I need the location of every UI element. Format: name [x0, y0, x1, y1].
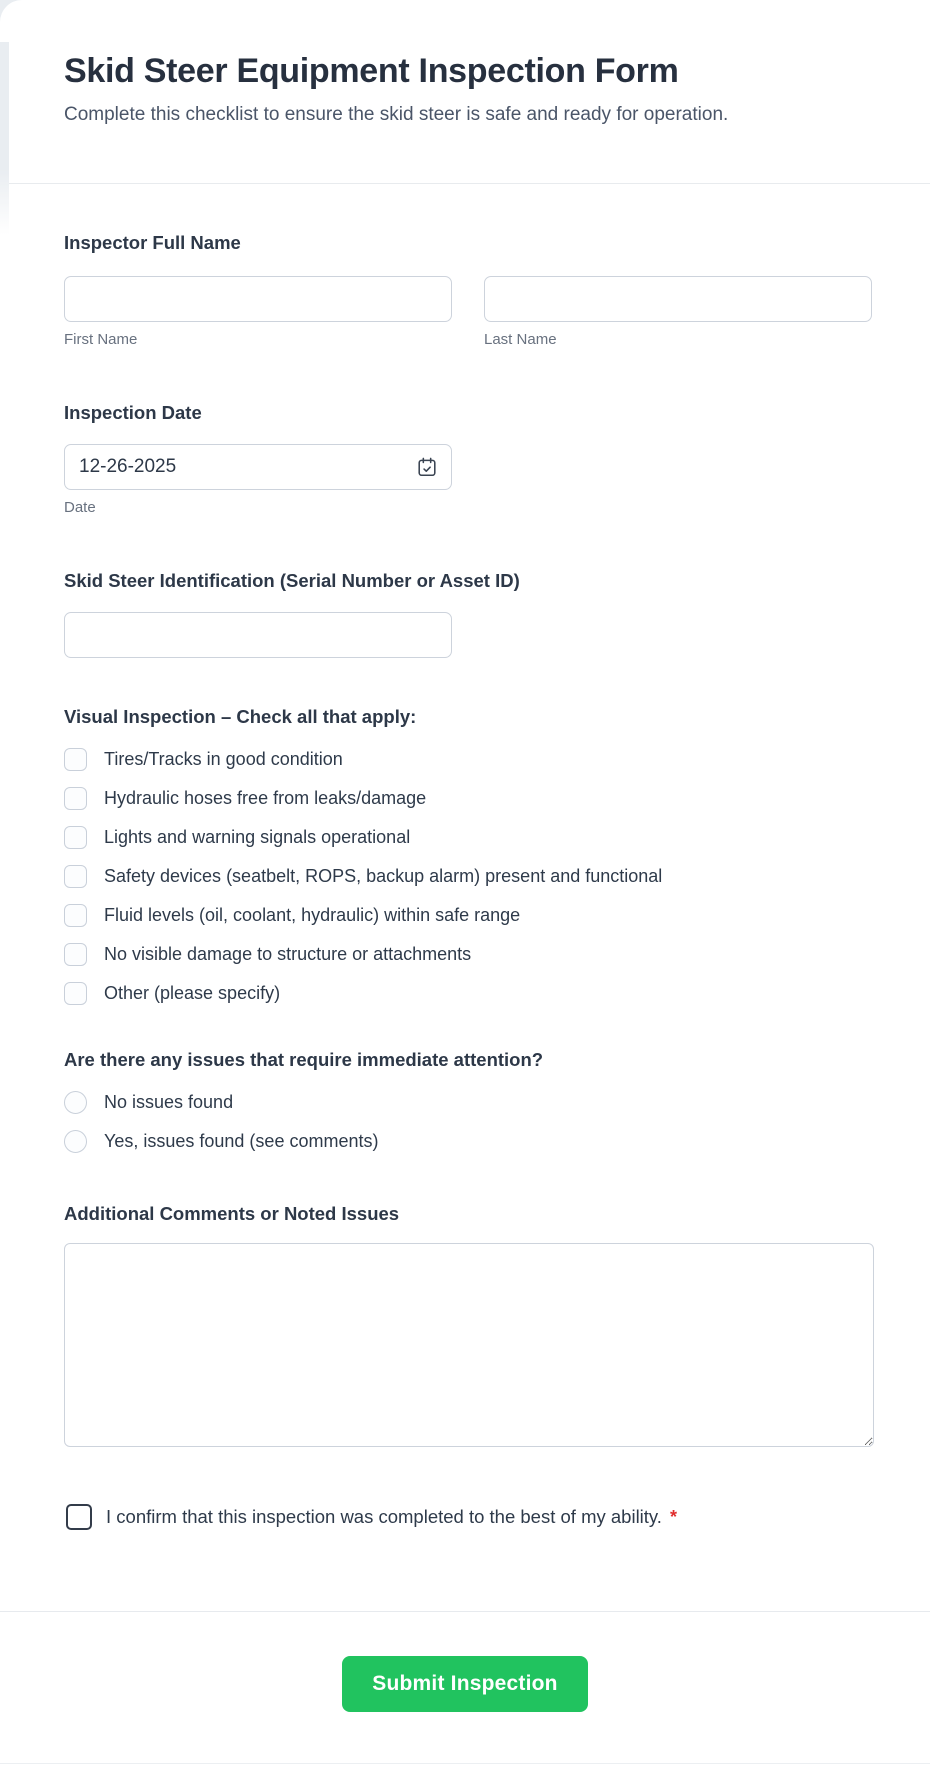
date-sublabel: Date: [64, 499, 96, 516]
radio-label: Yes, issues found (see comments): [104, 1130, 379, 1151]
confirmation-checkbox[interactable]: [66, 1504, 92, 1530]
form-body: [0, 232, 930, 1530]
first-name-input[interactable]: [64, 276, 452, 322]
checkbox-option[interactable]: [64, 786, 874, 810]
submit-button[interactable]: Submit Inspection: [342, 1656, 587, 1712]
confirmation-field[interactable]: [64, 1504, 874, 1530]
radio[interactable]: [64, 1091, 87, 1114]
visual-inspection-field: [64, 706, 874, 1005]
visual-inspection-label: Visual Inspection – Check all that apply:: [64, 706, 417, 727]
checkbox-option[interactable]: [64, 981, 874, 1005]
identification-label: Skid Steer Identification (Serial Number or Asset ID): [64, 570, 520, 591]
visual-inspection-options: [64, 747, 874, 1005]
first-name-sublabel: First Name: [64, 331, 138, 348]
radio[interactable]: [64, 1130, 87, 1153]
checkbox-label: Lights and warning signals operational: [104, 826, 411, 847]
radio-option[interactable]: [64, 1129, 874, 1153]
date-input[interactable]: [64, 444, 452, 490]
form-footer: [0, 1611, 930, 1764]
card-rounded-corner: [0, 0, 42, 42]
inspection-date-field: [64, 402, 874, 517]
checkbox[interactable]: [64, 982, 87, 1005]
issues-label: Are there any issues that require immediate attention?: [64, 1049, 544, 1070]
inspector-name-field: [64, 232, 874, 349]
checkbox-label: Fluid levels (oil, coolant, hydraulic) within safe range: [104, 904, 521, 925]
issues-options: [64, 1090, 874, 1153]
checkbox-label: Safety devices (seatbelt, ROPS, backup alarm) present and functional: [104, 865, 663, 886]
calendar-check-icon[interactable]: [414, 454, 440, 480]
checkbox-option[interactable]: [64, 942, 874, 966]
serial-number-input[interactable]: [64, 612, 452, 658]
checkbox-label: Hydraulic hoses free from leaks/damage: [104, 787, 427, 808]
comments-textarea[interactable]: [64, 1243, 874, 1447]
page-subtitle: Complete this checklist to ensure the skid steer is safe and ready for operation.: [64, 104, 729, 125]
comments-label: Additional Comments or Noted Issues: [64, 1203, 400, 1224]
issues-field: [64, 1049, 874, 1153]
checkbox[interactable]: [64, 826, 87, 849]
required-asterisk: *: [669, 1506, 677, 1527]
page-title: Skid Steer Equipment Inspection Form: [64, 52, 679, 90]
checkbox[interactable]: [64, 904, 87, 927]
identification-field: [64, 570, 874, 658]
checkbox-label: Tires/Tracks in good condition: [104, 748, 343, 769]
radio-label: No issues found: [104, 1091, 234, 1112]
last-name-input[interactable]: [484, 276, 872, 322]
checkbox-label: No visible damage to structure or attachments: [104, 943, 472, 964]
checkbox-option[interactable]: [64, 903, 874, 927]
inspector-name-label: Inspector Full Name: [64, 232, 241, 253]
radio-option[interactable]: [64, 1090, 874, 1114]
checkbox[interactable]: [64, 865, 87, 888]
checkbox-option[interactable]: [64, 864, 874, 888]
checkbox[interactable]: [64, 787, 87, 810]
checkbox-label: Other (please specify): [104, 982, 281, 1003]
checkbox-option[interactable]: [64, 825, 874, 849]
checkbox[interactable]: [64, 748, 87, 771]
checkbox[interactable]: [64, 943, 87, 966]
checkbox-option[interactable]: [64, 747, 874, 771]
form-header: [0, 0, 930, 184]
confirmation-label: I confirm that this inspection was completed to the best of my ability.: [106, 1506, 662, 1527]
inspection-date-label: Inspection Date: [64, 402, 202, 423]
comments-field: [64, 1203, 874, 1447]
last-name-sublabel: Last Name: [484, 331, 557, 348]
